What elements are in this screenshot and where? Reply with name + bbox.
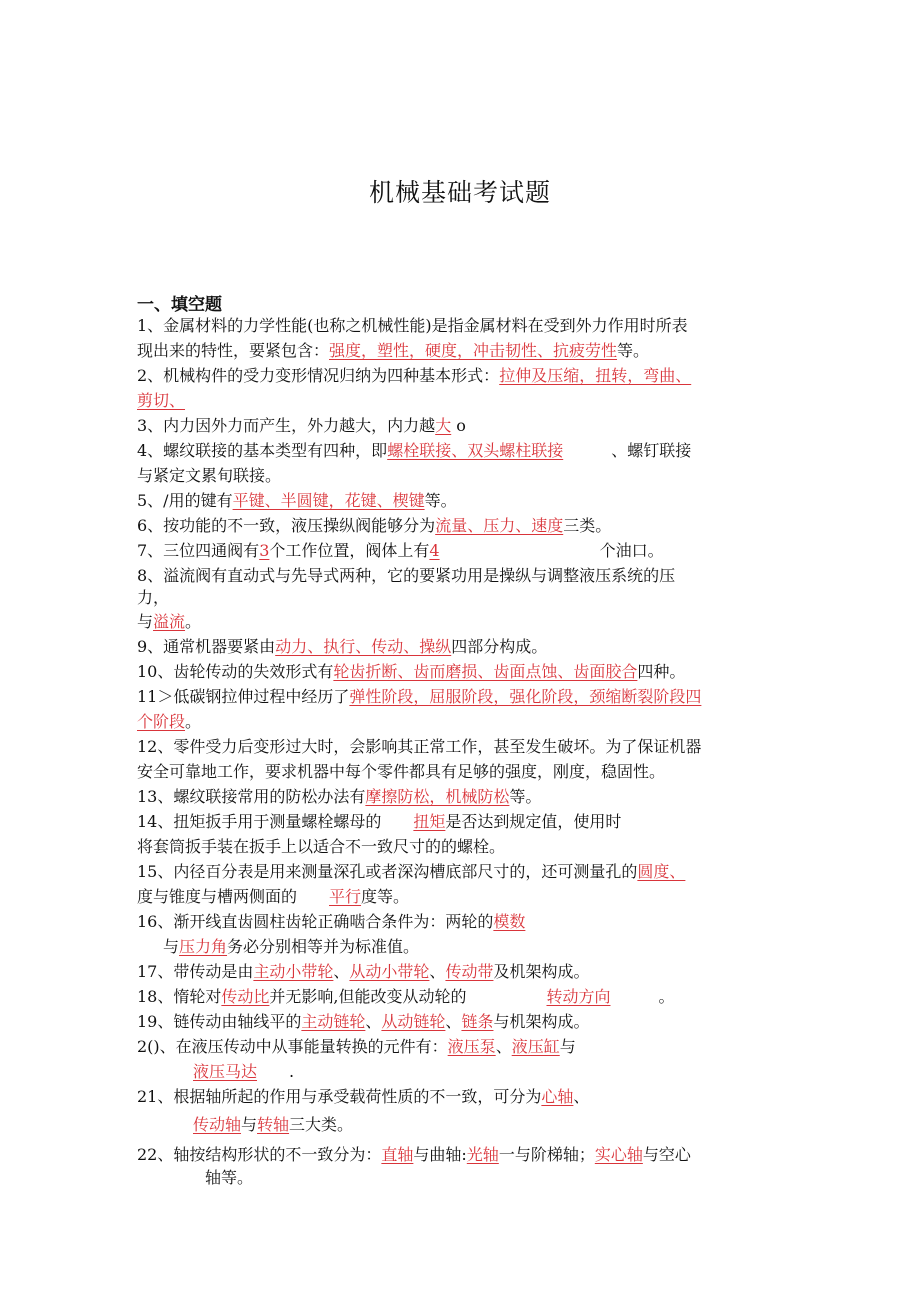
question-text: 是否达到规定值，使用时 — [445, 812, 622, 831]
answer-text: 轮齿折断、齿而磨损、齿面点蚀、齿面胶合 — [333, 662, 638, 681]
text-line — [137, 416, 466, 436]
text-line — [137, 1037, 576, 1057]
answer-text: 4 — [429, 541, 440, 560]
answer-text: 液压缸 — [511, 1037, 560, 1056]
text-line — [137, 612, 201, 632]
answer-text: 拉伸及压缩，扭转，弯曲、 — [499, 366, 692, 385]
text-line — [137, 516, 611, 536]
answer-text: 从动小带轮 — [349, 962, 430, 981]
answer-text: 剪切、 — [137, 391, 186, 410]
text-line — [205, 1168, 253, 1188]
answer-text: 强度，塑性，硬度，冲击韧性、抗疲劳性 — [329, 341, 618, 360]
text-line — [193, 1115, 353, 1135]
question-text: 现出来的特性，要紧包含： — [137, 341, 330, 360]
question-text: 17、带传动是由 — [137, 962, 254, 981]
text-line — [137, 812, 621, 832]
answer-text: 传动带 — [445, 962, 494, 981]
question-text: 与空心 — [642, 1145, 691, 1164]
answer-text: 螺栓联接、双头螺柱联接 — [387, 441, 564, 460]
text-line — [137, 441, 691, 461]
answer-text: 传动比 — [221, 987, 270, 1006]
question-text: 5、/用的键有 — [137, 491, 233, 510]
text-line — [137, 341, 649, 361]
question-text: 等。 — [617, 341, 650, 360]
answer-text: 实心轴 — [594, 1145, 643, 1164]
answer-text: 3 — [259, 541, 270, 560]
text-line — [163, 937, 419, 957]
text-line — [137, 637, 547, 657]
text-line — [137, 762, 665, 782]
question-text: 、螺钉联接 — [563, 441, 692, 460]
question-text: 度等。 — [361, 887, 410, 906]
text-line — [137, 1145, 691, 1165]
question-text: 6、按功能的不一致，液压操纵阀能够分为 — [137, 516, 436, 535]
question-text: 、 — [333, 962, 350, 981]
question-text: 将套筒扳手装在扳手上以适合不一致尺寸的的螺栓。 — [137, 837, 506, 856]
question-text: o — [451, 416, 466, 435]
answer-text: 平键、半圆键，花键、楔键 — [232, 491, 425, 510]
question-text: 7、三位四通阀有 — [137, 541, 260, 560]
question-text: 并无影响,但能改变从动轮的 — [269, 987, 547, 1006]
answer-text: 大 — [435, 416, 452, 435]
text-line — [137, 887, 409, 907]
question-text: 16、渐开线直齿圆柱齿轮正确啮合条件为：两轮的 — [137, 912, 494, 931]
question-text: 、 — [445, 1012, 462, 1031]
text-line — [137, 1012, 589, 1032]
answer-text: 扭矩 — [413, 812, 446, 831]
question-text: 三大类。 — [289, 1115, 354, 1134]
text-line — [137, 491, 457, 511]
question-text: 四种。 — [637, 662, 686, 681]
text-line — [137, 541, 664, 561]
question-text: 、 — [495, 1037, 512, 1056]
question-text: 11＞低碳钢拉伸过程中经历了 — [137, 687, 350, 706]
question-text: 与机架构成。 — [493, 1012, 590, 1031]
text-line — [137, 316, 688, 336]
text-line — [137, 737, 701, 757]
question-text: 、 — [429, 962, 446, 981]
question-text: 8、溢流阀有直动式与先导式两种，它的要紧功用是操纵与调整液压系统的压 — [137, 566, 676, 585]
text-line — [137, 588, 169, 608]
answer-text: 主动链轮 — [301, 1012, 366, 1031]
text-line — [137, 662, 685, 682]
question-text: 等。 — [509, 787, 542, 806]
question-text: 9、通常机器要紧由 — [137, 637, 276, 656]
text-line — [193, 1062, 294, 1082]
page-title: 机械基础考试题 — [368, 178, 551, 207]
question-text: 10、齿轮传动的失效形式有 — [137, 662, 334, 681]
text-line — [137, 912, 525, 932]
text-line — [137, 862, 685, 882]
text-line — [137, 712, 201, 732]
question-text: 。 — [185, 712, 202, 731]
answer-text: 个阶段 — [137, 712, 186, 731]
question-text: 22、轴按结构形状的不一致分为： — [137, 1145, 382, 1164]
answer-text: 液压泵 — [447, 1037, 496, 1056]
answer-text: 弹性阶段，屈服阶段，强化阶段，颈缩断裂阶段四 — [349, 687, 702, 706]
question-text: 安全可靠地工作，要求机器中每个零件都具有足够的强度，刚度，稳固性。 — [137, 762, 666, 781]
answer-text: 压力角 — [179, 937, 228, 956]
question-text: 21、根据轴所起的作用与承受载荷性质的不一致，可分为 — [137, 1087, 542, 1106]
question-text: 1、金属材料的力学性能(也称之机械性能)是指金属材料在受到外力作用时所表 — [137, 316, 688, 335]
answer-text: 心轴 — [541, 1087, 574, 1106]
question-text: 一与阶梯轴； — [498, 1145, 595, 1164]
question-text: 个工作位置，阀体上有 — [269, 541, 430, 560]
text-line — [137, 687, 701, 707]
question-text: 。 — [610, 987, 675, 1006]
question-text: 15、内径百分表是用来测量深孔或者深沟槽底部尺寸的，还可测量孔的 — [137, 862, 638, 881]
question-text: 18、惰轮对 — [137, 987, 222, 1006]
answer-text: 直轴 — [381, 1145, 414, 1164]
answer-text: 液压马达 — [193, 1062, 258, 1081]
question-text: 14、扭矩扳手用于测量螺栓螺母的 — [137, 812, 414, 831]
section-heading: 一、填空题 — [137, 295, 222, 315]
question-text: 个油口。 — [439, 541, 664, 560]
question-text: 。 — [185, 612, 202, 631]
question-text: 、 — [365, 1012, 382, 1031]
answer-text: 摩擦防松，机械防松 — [365, 787, 510, 806]
answer-text: 动力、执行、传动、操纵 — [275, 637, 452, 656]
text-line — [137, 466, 281, 486]
text-line — [137, 566, 675, 586]
question-text: 务必分别相等并为标准值。 — [227, 937, 420, 956]
answer-text: 光轴 — [466, 1145, 499, 1164]
question-text: 轴等。 — [205, 1168, 254, 1187]
text-line — [137, 962, 589, 982]
text-line — [137, 1087, 589, 1107]
answer-text: 转轴 — [257, 1115, 290, 1134]
answer-text: 转动方向 — [546, 987, 611, 1006]
answer-text: 流量、压力、速度 — [435, 516, 564, 535]
text-line — [137, 391, 185, 411]
question-text: 19、链传动由轴线平的 — [137, 1012, 302, 1031]
question-text: 度与锥度与槽两侧面的 — [137, 887, 330, 906]
question-text: 与 — [241, 1115, 258, 1134]
text-line — [137, 366, 691, 386]
answer-text: 模数 — [493, 912, 526, 931]
question-text: 与 — [559, 1037, 576, 1056]
question-text: 及机架构成。 — [493, 962, 590, 981]
question-text: 4、螺纹联接的基本类型有四种，即 — [137, 441, 388, 460]
answer-text: 主动小带轮 — [253, 962, 334, 981]
question-text: 3、内力因外力而产生，外力越大，内力越 — [137, 416, 436, 435]
text-line — [137, 837, 505, 857]
answer-text: 平行 — [329, 887, 362, 906]
question-text: 13、螺纹联接常用的防松办法有 — [137, 787, 366, 806]
question-text: 、 — [573, 1087, 590, 1106]
question-text: 2、机械构件的受力变形情况归纳为四种基本形式： — [137, 366, 500, 385]
question-text: 等。 — [424, 491, 457, 510]
question-text: 与紧定文累旬联接。 — [137, 466, 282, 485]
question-text: 与曲轴: — [413, 1145, 467, 1164]
question-text: 与 — [137, 612, 154, 631]
answer-text: 从动链轮 — [381, 1012, 446, 1031]
question-text: 2()、在液压传动中从事能量转换的元件有： — [137, 1037, 448, 1056]
question-text: . — [257, 1062, 295, 1081]
answer-text: 传动轴 — [193, 1115, 242, 1134]
question-text: 与 — [163, 937, 180, 956]
answer-text: 圆度、 — [637, 862, 686, 881]
text-line — [137, 987, 675, 1007]
text-line — [137, 787, 541, 807]
answer-text: 链条 — [461, 1012, 494, 1031]
question-text: 三类。 — [563, 516, 612, 535]
question-text: 力， — [137, 588, 170, 607]
answer-text: 溢流 — [153, 612, 186, 631]
question-text: 12、零件受力后变形过大时，会影响其正常工作，甚至发生破坏。为了保证机器 — [137, 737, 702, 756]
question-text: 四部分构成。 — [451, 637, 548, 656]
